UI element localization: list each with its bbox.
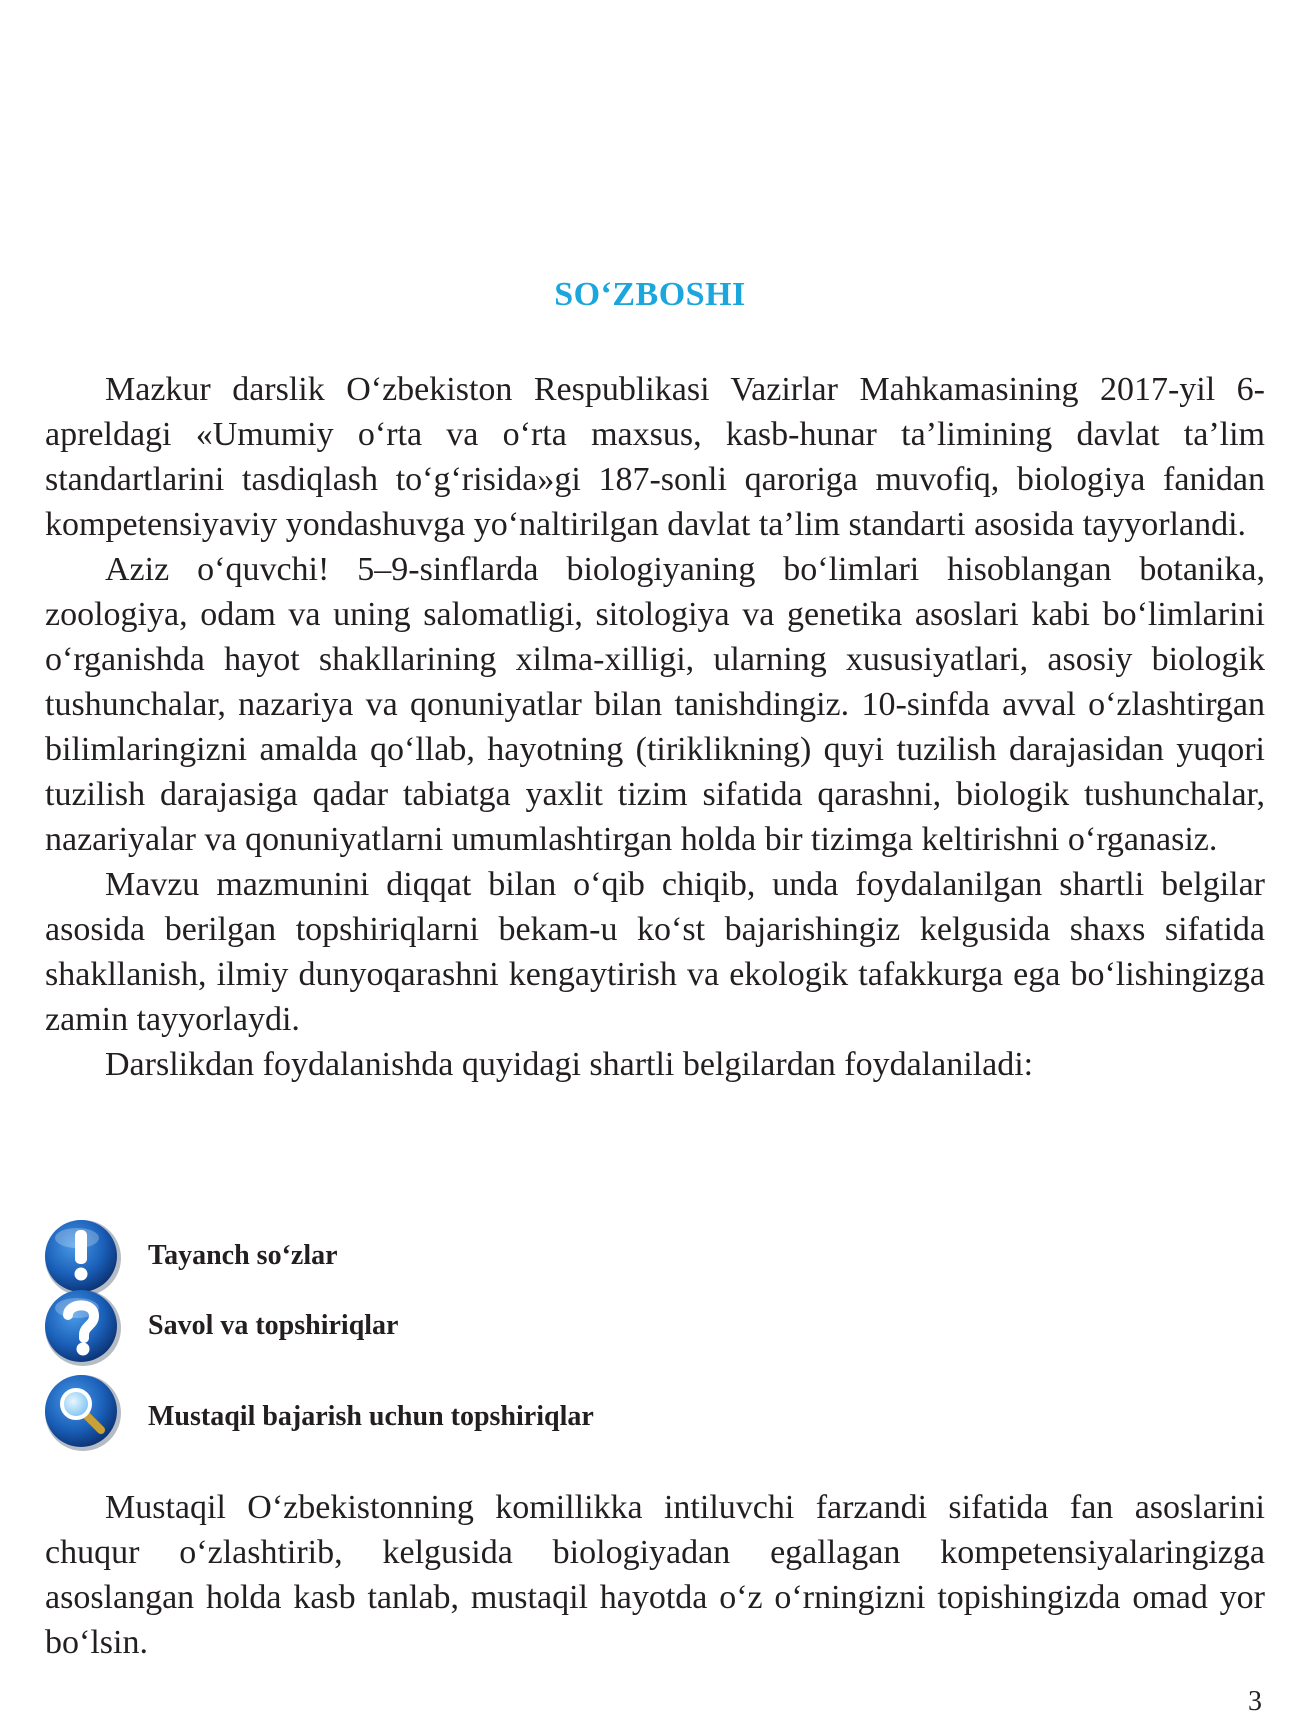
question-icon xyxy=(43,1288,135,1380)
page-number: 3 xyxy=(1248,1686,1262,1717)
intro-text xyxy=(45,367,1265,1087)
legend-label: Tayanch so‘zlar xyxy=(148,1240,338,1271)
closing-text xyxy=(45,1485,1265,1665)
legend-item-questions xyxy=(43,1288,843,1378)
paragraph: Aziz o‘quvchi! 5–9-sinflarda biologiyaning bo‘limlari hisoblangan botanika, zoologiya, odam va uning salomatligi, sitologiya va genetika asoslari kabi bo‘limlarini o‘rganishda hayot shakllarining xilma-xilligi, ularning xususiyatlari, asosiy biologik tushunchalar, nazariya va qonuniyatlar bilan tanishdingiz. 10-sinfda avval o‘zlashtirgan bilimlaringizni amalda qo‘llab, hayotning (tiriklikning) quyi tuzilish darajasidan yuqori tuzilish darajasiga qadar tabiatga yaxlit tizim sifatida qarashni, biologik tushunchalar, nazariyalar va qonuniyatlarni umumlashtirgan holda bir tizimga keltirishni o‘rganasiz. xyxy=(45,551,1265,858)
paragraph: Mavzu mazmunini diqqat bilan o‘qib chiqib, unda foydalanilgan shartli belgilar asosida berilgan topshiriqlarni bekam-u ko‘st bajarishingiz kelgusida shaxs sifatida shakllanish, ilmiy dunyoqarashni kengaytirish va ekologik tafakkurga ega bo‘lishingizga zamin tayyorlaydi. xyxy=(45,866,1265,1038)
legend-label: Savol va topshiriqlar xyxy=(148,1310,399,1341)
paragraph: Mazkur darslik O‘zbekiston Respublikasi Vazirlar Mahkamasining 2017-yil 6-apreldagi «Umumiy o‘rta va o‘rta maxsus, kasb-hunar ta’limining davlat ta’lim standartlarini tasdiqlash to‘g‘risida»gi 187-sonli qaroriga muvofiq, biologiya fanidan kompetensiyaviy yondashuvga yo‘naltirilgan davlat ta’lim standarti asosida tayyorlandi. xyxy=(45,371,1265,543)
legend-label: Mustaqil bajarish uchun topshiriqlar xyxy=(148,1401,594,1432)
paragraph: Mustaqil O‘zbekistonning komillikka intiluvchi farzandi sifatida fan asoslarini chuqur o‘zlashtirib, kelgusida biologiyadan egallagan kompetensiyalaringizga asoslangan holda kasb tanlab, mustaqil hayotda o‘z o‘rningizni topishingizda omad yor bo‘lsin. xyxy=(45,1489,1265,1661)
legend-item-independent-tasks xyxy=(43,1373,843,1463)
magnifier-icon xyxy=(43,1373,135,1465)
paragraph: Darslikdan foydalanishda quyidagi shartli belgilardan foydalaniladi: xyxy=(105,1046,1034,1083)
page-title: SO‘ZBOSHI xyxy=(554,276,746,313)
